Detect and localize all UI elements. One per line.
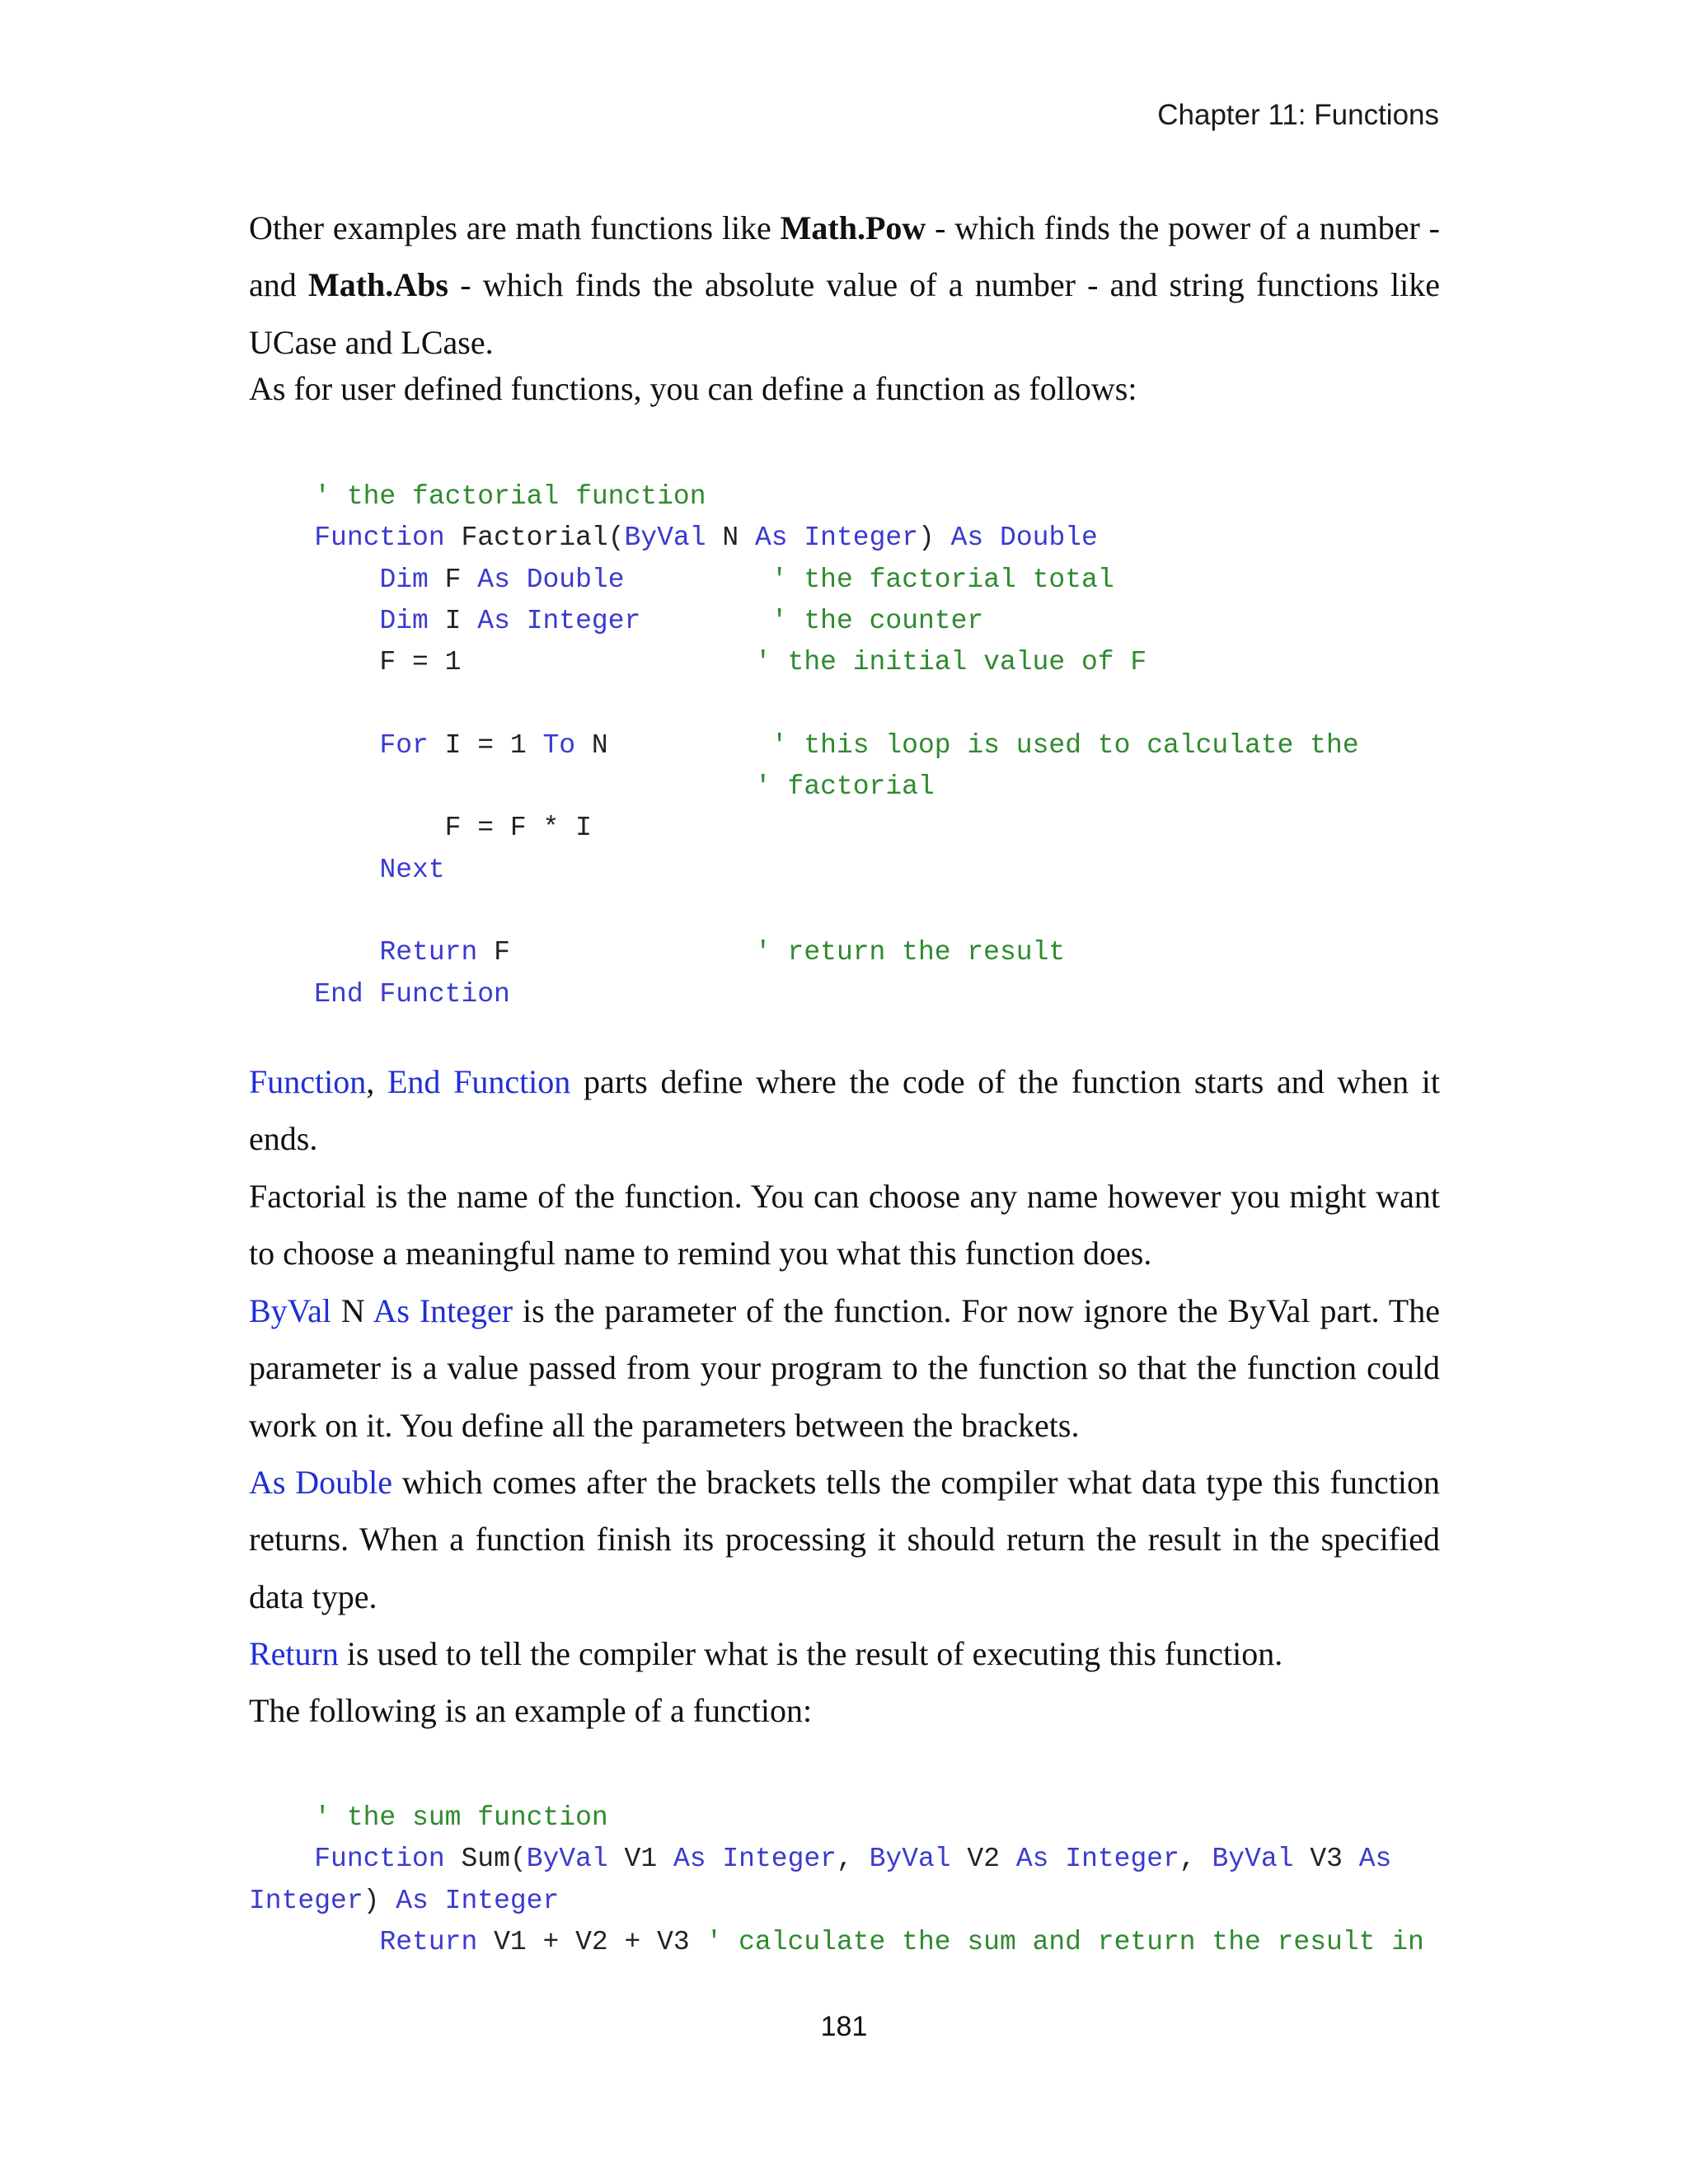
code-line xyxy=(249,850,1452,891)
code-comment: ' the initial value of F xyxy=(754,647,1147,678)
sum-code-block xyxy=(249,1797,1452,1963)
code-text: N xyxy=(706,523,755,554)
code-text xyxy=(510,565,527,595)
code-keyword: ByVal xyxy=(869,1844,951,1875)
code-comment: ' the sum function xyxy=(314,1802,608,1833)
code-line xyxy=(249,974,1452,1015)
code-text xyxy=(788,523,804,553)
code-keyword: Return xyxy=(379,937,478,968)
code-text xyxy=(640,606,771,636)
explanation-text: which comes after the brackets tells the compiler what data type this function returns. When a function finish its processing it should return the result in the specified data type. xyxy=(249,1464,1440,1615)
code-keyword: Dim xyxy=(379,605,429,636)
end-function-keyword: End Function xyxy=(387,1063,571,1100)
code-text: Factorial( xyxy=(444,523,625,554)
code-keyword: As xyxy=(673,1844,706,1875)
code-keyword: Function xyxy=(314,1844,445,1875)
code-keyword: Integer xyxy=(804,523,918,554)
user-defined-intro: As for user defined functions, you can define a function as follows: xyxy=(249,370,1137,407)
chapter-header: Chapter 11: Functions xyxy=(1157,99,1439,131)
code-comment: ' calculate the sum and return the result in xyxy=(706,1926,1424,1957)
code-keyword: To xyxy=(542,729,576,761)
example-intro: The following is an example of a function: xyxy=(249,1692,813,1729)
code-keyword: For xyxy=(379,729,429,761)
intro-text: - which finds the power of a number - and xyxy=(249,209,1440,304)
code-text xyxy=(249,855,379,885)
code-line xyxy=(249,601,1452,642)
code-text: V2 xyxy=(950,1844,1016,1875)
code-text: F xyxy=(477,937,755,968)
code-keyword: Integer xyxy=(444,1885,560,1916)
code-line xyxy=(249,1881,1452,1922)
intro-paragraph xyxy=(249,199,1440,371)
code-line xyxy=(249,1922,1452,1963)
code-text xyxy=(249,937,379,968)
explanation-text: parts define where the code of the function starts and when it ends. xyxy=(249,1063,1440,1158)
code-line xyxy=(249,766,1452,808)
as-double-keyword: As Double xyxy=(249,1464,393,1501)
code-keyword: ByVal xyxy=(1212,1844,1294,1875)
code-comment: ' the factorial total xyxy=(771,564,1114,595)
explanation-text: is the parameter of the function. For now ignore the ByVal part. The parameter is a value passed from your program to the function so that the function could work on it. You define all the parameters between the brackets. xyxy=(249,1292,1440,1444)
code-line xyxy=(249,518,1452,559)
code-keyword: Integer xyxy=(1065,1844,1179,1875)
explanation-text: is used to tell the compiler what is the result of executing this function. xyxy=(338,1635,1283,1672)
function-name-paragraph: Factorial is the name of the function. You can choose any name however you might want to choose a meaningful name to remind you what this function does. xyxy=(249,1178,1440,1272)
code-text xyxy=(249,565,379,595)
code-line xyxy=(249,932,1452,973)
code-line xyxy=(249,476,1452,518)
code-text xyxy=(249,1802,314,1833)
code-text: V1 + V2 + V3 xyxy=(477,1926,706,1957)
code-keyword: Integer xyxy=(722,1844,837,1875)
code-line xyxy=(249,642,1452,683)
code-line xyxy=(249,1839,1452,1880)
code-line xyxy=(249,808,1452,849)
code-text xyxy=(249,979,314,1010)
function-keyword: Function xyxy=(249,1063,367,1100)
code-text xyxy=(429,1886,445,1916)
code-text: F = 1 xyxy=(249,647,755,678)
code-text: , xyxy=(836,1844,870,1875)
code-line xyxy=(249,725,1452,766)
code-text xyxy=(706,1844,723,1874)
parameter-name: N xyxy=(331,1292,373,1329)
code-keyword: ByVal xyxy=(624,523,706,554)
code-keyword: As xyxy=(754,523,788,554)
parameter-paragraph xyxy=(249,1282,1440,1454)
code-text xyxy=(249,771,755,802)
factorial-code-block xyxy=(249,476,1452,1015)
code-text: ) xyxy=(918,523,951,554)
code-line xyxy=(249,1797,1452,1839)
code-text: I = 1 xyxy=(428,729,543,761)
code-keyword: As xyxy=(1358,1844,1392,1875)
code-keyword: Return xyxy=(379,1926,478,1957)
math-abs-term: Math.Abs xyxy=(307,266,448,304)
code-comment: ' return the result xyxy=(754,937,1066,968)
code-text: ) xyxy=(363,1885,396,1916)
code-keyword: As xyxy=(1015,1844,1049,1875)
code-text xyxy=(510,606,527,636)
code-text: N xyxy=(575,729,771,761)
code-text xyxy=(249,1927,379,1957)
code-text: , xyxy=(1179,1844,1212,1875)
code-line xyxy=(249,891,1452,932)
intro-text: Other examples are math functions like xyxy=(249,209,781,246)
as-integer-keyword: As Integer xyxy=(373,1292,513,1329)
return-keyword: Return xyxy=(249,1635,339,1672)
code-text: Sum( xyxy=(444,1844,527,1875)
code-comment: ' the counter xyxy=(771,605,984,636)
code-text: F = F * I xyxy=(249,813,592,844)
code-text: V3 xyxy=(1293,1844,1359,1875)
intro-text: - which finds the absolute value of a number - and string functions like UCase and LCase. xyxy=(249,266,1440,361)
code-text xyxy=(249,730,379,761)
code-keyword: As xyxy=(950,523,984,554)
code-keyword: Dim xyxy=(379,564,429,595)
byval-keyword: ByVal xyxy=(249,1292,331,1329)
code-comment: ' this loop is used to calculate the xyxy=(771,729,1359,761)
code-keyword: Double xyxy=(526,564,625,595)
code-text xyxy=(249,481,314,512)
code-comment: ' factorial xyxy=(754,771,935,803)
code-keyword: Integer xyxy=(526,605,641,636)
code-keyword: ByVal xyxy=(526,1844,608,1875)
code-keyword: As xyxy=(396,1885,429,1916)
code-keyword: Double xyxy=(1000,523,1098,554)
code-line xyxy=(249,683,1452,724)
code-keyword: Integer xyxy=(249,1885,363,1916)
function-keywords-paragraph xyxy=(249,1053,1440,1168)
return-type-paragraph xyxy=(249,1454,1440,1625)
code-text xyxy=(249,1844,314,1874)
code-line xyxy=(249,560,1452,601)
code-comment: ' the factorial function xyxy=(314,481,706,512)
code-text: F xyxy=(428,564,478,595)
code-keyword: As xyxy=(477,564,510,595)
code-keyword: As xyxy=(477,605,510,636)
code-text xyxy=(1048,1844,1065,1874)
code-text: V1 xyxy=(607,1844,673,1875)
return-paragraph xyxy=(249,1625,1440,1682)
code-text xyxy=(625,565,771,595)
code-keyword: Next xyxy=(379,854,445,885)
math-pow-term: Math.Pow xyxy=(780,209,926,246)
code-text xyxy=(249,606,379,636)
code-text: I xyxy=(428,605,478,636)
code-keyword: Function xyxy=(314,523,445,554)
code-text xyxy=(983,523,1000,553)
separator: , xyxy=(366,1063,387,1100)
code-text xyxy=(249,523,314,553)
code-keyword: End Function xyxy=(314,978,510,1010)
page-number: 181 xyxy=(820,2011,868,2042)
